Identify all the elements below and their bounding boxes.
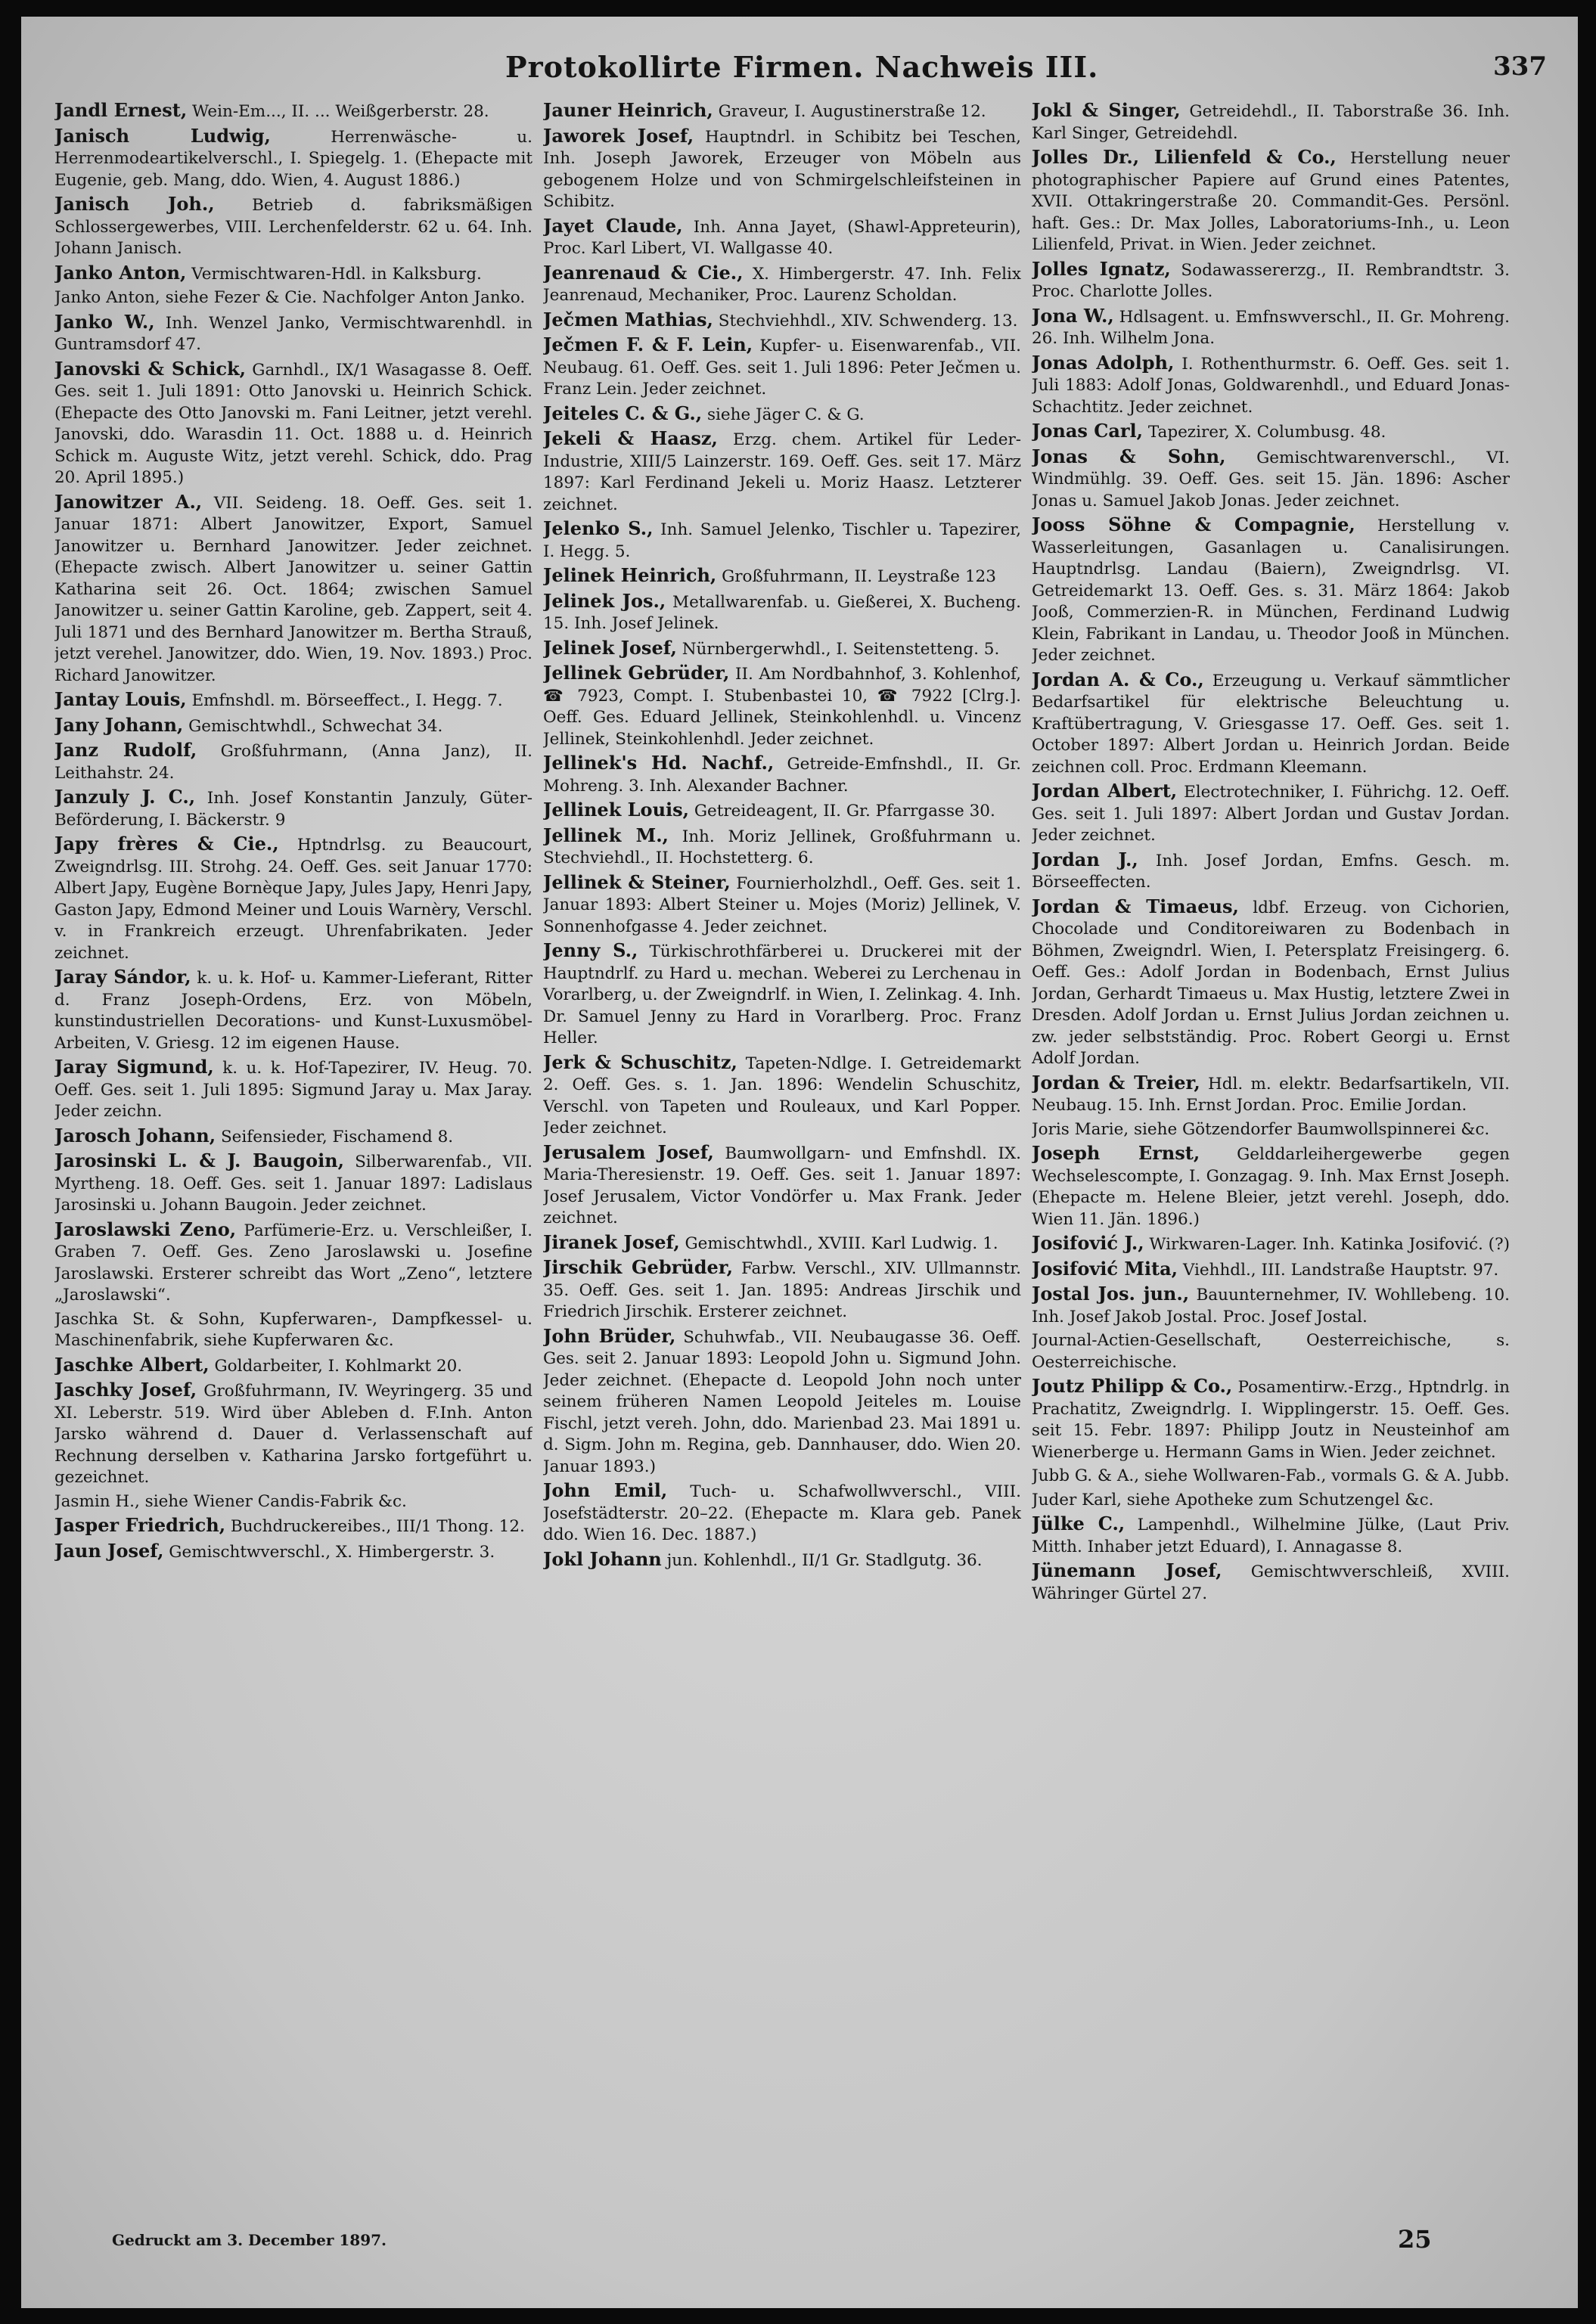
firm-name: Jostal Jos. jun., — [1032, 1283, 1190, 1305]
firm-entry — [1032, 1466, 1510, 1488]
firm-entry — [54, 1354, 533, 1378]
firm-name: Jokl Johann — [543, 1547, 662, 1570]
firm-details: ldbf. Erzeug. von Cichorien, Chocolade und Conditoreiwaren zu Bodenbach in Böhmen, Zweigndrl. Wien, I. Petersplatz Freisingerg. 6. Oeff. Ges.: Adolf Jordan in Bodenbach, Ernst Julius Jordan, Gerhardt Timaeus u. Max Hustig, letztere Zwei in Dresden. Adolf Jordan u. Ernst Julius Jordan zeichnen u. zw. jeder selbstständig. Proc. Robert Georgi u. Ernst Adolf Jordan. — [1032, 898, 1510, 1068]
firm-entry — [543, 591, 1021, 635]
firm-details: Tapeten-Ndlge. I. Getreidemarkt 2. Oeff. Ges. s. 1. Jan. 1896: Wendelin Schuschitz, Verschl. von Tapeten und Rouleaux, und Karl Popper. Jeder zeichnet. — [543, 1053, 1021, 1137]
firm-name: Jarosch Johann, — [54, 1124, 216, 1146]
firm-entry — [1032, 1283, 1510, 1328]
firm-name: John Emil, — [543, 1479, 668, 1501]
firm-entry — [54, 1219, 533, 1307]
firm-entry — [543, 565, 1021, 588]
firm-name: Joutz Philipp & Co., — [1032, 1375, 1233, 1397]
firm-entry — [1032, 1513, 1510, 1558]
firm-entry — [54, 715, 533, 738]
firm-details: Inh. Moriz Jellinek, Großfuhrmann u. Stechviehdl., II. Hochstetterg. 6. — [543, 827, 1021, 867]
firm-entry — [54, 358, 533, 489]
firm-details: Großfuhrmann, IV. Weyringerg. 35 und XI. Leberstr. 519. Wird über Ableben d. F.Inh. Anton Jarsko während d. Dauer d. Verlassenschaft auf Rechnung derselben v. Katharina Jarsko fortgeführt u. gezeichnet. — [54, 1382, 533, 1487]
firm-details: Jubb G. & A., siehe Wollwaren-Fab., vormals G. & A. Jubb. — [1032, 1466, 1510, 1485]
firm-details: jun. Kohlenhdl., II/1 Gr. Stadlgutg. 36. — [661, 1550, 983, 1570]
firm-entry — [1032, 420, 1510, 444]
firm-name: Ječmen F. & F. Lein, — [543, 334, 753, 355]
firm-entry — [1032, 780, 1510, 847]
firm-entry — [54, 100, 533, 123]
firm-name: Janowitzer A., — [54, 490, 203, 513]
firm-name: Janko Anton, — [54, 261, 187, 284]
firm-details: k. u. k. Hof- u. Kammer-Lieferant, Ritter d. Franz Joseph-Ordens, Erz. von Möbeln, kunstindustriellen Decorations- und Kunst-Luxusmöbel-Arbeiten, V. Griesg. 12 im eigenen Hause. — [54, 969, 533, 1053]
directory-page — [21, 17, 1578, 2308]
firm-name: Josifović J., — [1032, 1232, 1144, 1254]
firm-details: Parfümerie-Erz. u. Verschleißer, I. Graben 7. Oeff. Ges. Zeno Jaroslawski u. Josefine Jaroslawski. Ersterer schreibt das Wort „Zeno“, letztere „Jaroslawski“. — [54, 1221, 533, 1305]
firm-details: Bauunternehmer, IV. Wohllebeng. 10. Inh. Josef Jakob Jostal. Proc. Josef Jostal. — [1032, 1286, 1510, 1326]
firm-name: Jerk & Schuschitz, — [543, 1050, 737, 1073]
firm-details: Garnhdl., IX/1 Wasagasse 8. Oeff. Ges. seit 1. Juli 1891: Otto Janovski u. Heinrich Schick. (Ehepacte des Otto Janovski m. Fani Leitner, jetzt verehl. Janovski, ddo. Warasdin 11. Oct. 1888 u. d. Heinrich Schick m. Auguste Witz, jetzt verehl. Schick, ddo. Prag 20. April 1895.) — [54, 360, 533, 487]
firm-entry — [543, 1326, 1021, 1478]
firm-details: X. Himbergerstr. 47. Inh. Felix Jeanrenaud, Mechaniker, Proc. Laurenz Scholdan. — [543, 264, 1021, 305]
firm-name: Jenny S., — [543, 939, 638, 961]
firm-details: Juder Karl, siehe Apotheke zum Schutzengel &c. — [1032, 1490, 1434, 1510]
firm-details: Wein-Em..., II. ... Weißgerberstr. 28. — [187, 102, 489, 121]
firm-details: Herstellung v. Wasserleitungen, Gasanlagen u. Canalisirungen. Hauptndrlsg. Landau (Baiern), Zweigndrlsg. VI. Getreidemarkt 13. Oeff. Ges. s. 31. März 1864: Jakob Jooß, Commerzien-R. in München, Ferdinand Ludwig Klein, Fabrikant in Landau, u. Theodor Jooß in München. Jeder zeichnet. — [1032, 517, 1510, 665]
firm-entry — [1032, 1072, 1510, 1117]
firm-name: Jaray Sándor, — [54, 966, 191, 988]
firm-details: Posamentirw.-Erzg., Hptndrlg. in Prachatitz, Zweigndrlg. I. Wipplingerstr. 15. Oeff. Ges. seit 15. Febr. 1897: Philipp Joutz in Neusteinhof am Wienerberge u. Hermann Gams in Wien. Jeder zeichnet. — [1032, 1378, 1510, 1462]
firm-entry — [54, 492, 533, 687]
firm-name: Jordan J., — [1032, 848, 1138, 870]
firm-name: Jelinek Josef, — [543, 636, 677, 659]
firm-entry — [543, 262, 1021, 307]
firm-name: Jellinek & Steiner, — [543, 870, 731, 893]
firm-entry — [54, 689, 533, 712]
firm-entry — [543, 126, 1021, 213]
firm-details: I. Rothenthurmstr. 6. Oeff. Ges. seit 1. Juli 1883: Adolf Jonas, Goldwarenhdl., und Eduard Jonas-Schachtitz. Jeder zeichnet. — [1032, 354, 1510, 417]
firm-entry — [1032, 259, 1510, 303]
firm-details: Viehhdl., III. Landstraße Hauptstr. 97. — [1178, 1260, 1499, 1280]
firm-name: Josifović Mita, — [1032, 1257, 1178, 1280]
firm-entry — [543, 638, 1021, 661]
firm-entry — [543, 825, 1021, 870]
firm-details: Joris Marie, siehe Götzendorfer Baumwollspinnerei &c. — [1032, 1119, 1490, 1139]
firm-entry — [1032, 849, 1510, 894]
firm-details: k. u. k. Hof-Tapezirer, IV. Heug. 70. Oeff. Ges. seit 1. Juli 1895: Sigmund Jaray u. Max Jaray. Jeder zeichn. — [54, 1059, 533, 1121]
firm-entry — [1032, 1376, 1510, 1463]
firm-name: Jauner Heinrich, — [543, 100, 713, 121]
firm-name: Jayet Claude, — [543, 214, 683, 237]
firm-entry — [54, 1541, 533, 1564]
firm-name: Japy frères & Cie., — [54, 833, 279, 855]
firm-details: Schuhwfab., VII. Neubaugasse 36. Oeff. Ges. seit 2. Januar 1893: Leopold John u. Sigmund John. Jeder zeichnet. (Ehepacte d. Leopold John noch unter seinem früheren Namen Leopold Jeiteles m. Louise Fischl, jetzt vereh. John, ddo. Marienbad 23. Mai 1891 u. d. Sigm. John m. Regina, geb. Dannhauser, ddo. Wien 20. Januar 1893.) — [543, 1327, 1021, 1476]
firm-details: Stechviehhdl., XIV. Schwenderg. 13. — [713, 311, 1018, 330]
firm-details: Farbw. Verschl., XIV. Ullmannstr. 35. Oeff. Ges. seit 1. Jan. 1895: Andreas Jirschik und Friedrich Jirschik. Ersterer zeichnet. — [543, 1259, 1021, 1321]
firm-name: Janko W., — [54, 310, 155, 333]
firm-details: VII. Seideng. 18. Oeff. Ges. seit 1. Januar 1871: Albert Janowitzer, Export, Samuel Janowitzer u. Bernhard Janowitzer. Jeder zeichnet. (Ehepacte zwisch. Albert Janowitzer u. seiner Gattin Katharina seit 26. Oct. 1864; zwischen Samuel Janowitzer u. seiner Gattin Karoline, geb. Zappert, seit 4. Juli 1871 und des Bernhard Janowitzer m. Bertha Strauß, jetzt verehel. Janowitzer, ddo. Wien, 19. Nov. 1893.) Proc. Richard Janowitzer. — [54, 493, 533, 685]
firm-details: Tuch- u. Schafwollwverschl., VIII. Josefstädterstr. 20–22. (Ehepacte m. Klara geb. Panek ddo. Wien 16. Dec. 1887.) — [543, 1482, 1021, 1544]
firm-name: Jaroslawski Zeno, — [54, 1218, 237, 1240]
firm-details: Gemischtwverschl., X. Himbergerstr. 3. — [163, 1542, 495, 1562]
sheet-number: 25 — [1398, 2225, 1432, 2254]
firm-details: Erzg. chem. Artikel für Leder-Industrie, XIII/5 Lainzerstr. 169. Oeff. Ges. seit 17. März 1897: Karl Ferdinand Jekeli u. Moriz Haasz. Letzterer zeichnet. — [543, 430, 1021, 514]
page-title: Protokollirte Firmen. Nachweis III. — [505, 50, 1099, 84]
firm-name: Jirschik Gebrüder, — [543, 1256, 733, 1278]
firm-name: Jeanrenaud & Cie., — [543, 261, 744, 284]
firm-name: Jordan & Treier, — [1032, 1071, 1200, 1094]
firm-entry — [54, 1491, 533, 1513]
firm-entry — [543, 1480, 1021, 1547]
firm-entry — [543, 1052, 1021, 1140]
firm-entry — [543, 872, 1021, 939]
firm-entry — [54, 312, 533, 356]
firm-details: Buchdruckereibes., III/1 Thong. 12. — [225, 1517, 525, 1536]
firm-details: Betrieb d. fabriksmäßigen Schlossergewerbes, VIII. Lerchenfelderstr. 62 u. 64. Inh. Johann Janisch. — [54, 196, 533, 258]
firm-name: Jelinek Jos., — [543, 589, 666, 612]
firm-entry — [54, 262, 533, 286]
firm-name: Jaun Josef, — [54, 1539, 164, 1562]
firm-name: Jonas Carl, — [1032, 420, 1143, 442]
firm-entry — [54, 1150, 533, 1217]
firm-entry — [1032, 1490, 1510, 1512]
firm-entry — [543, 1257, 1021, 1323]
firm-details: Inh. Samuel Jelenko, Tischler u. Tapezirer, I. Hegg. 5. — [543, 520, 1021, 561]
firm-name: Jaworek Josef, — [543, 124, 694, 147]
firm-details: Journal-Actien-Gesellschaft, Oesterreichische, s. Oesterreichische. — [1032, 1331, 1510, 1372]
firm-entry — [543, 662, 1021, 750]
firm-name: John Brüder, — [543, 1324, 676, 1347]
firm-name: Jandl Ernest, — [54, 100, 188, 121]
firm-name: Jelinek Heinrich, — [543, 564, 717, 586]
firm-entry — [54, 126, 533, 192]
firm-entry — [54, 194, 533, 260]
firm-details: Hauptndrl. in Schibitz bei Teschen, Inh. Joseph Jaworek, Erzeuger von Möbeln aus gebogenem Holze und von Schmirgelschleifsteinen in Schibitz. — [543, 127, 1021, 211]
firm-name: Jolles Dr., Lilienfeld & Co., — [1032, 146, 1337, 168]
firm-name: Jiranek Josef, — [543, 1230, 680, 1253]
firm-entry — [1032, 306, 1510, 350]
firm-name: Joseph Ernst, — [1032, 1142, 1200, 1164]
firm-details: Vermischtwaren-Hdl. in Kalksburg. — [186, 264, 482, 284]
firm-name: Janzuly J. C., — [54, 786, 196, 808]
firm-entry — [1032, 514, 1510, 667]
firm-details: Baumwollgarn- und Emfnshdl. IX. Maria-Theresienstr. 19. Oeff. Ges. seit 1. Januar 1897: Josef Jerusalem, Victor Vondörfer u. Max Frank. Jeder zeichnet. — [543, 1143, 1021, 1227]
firm-details: Getreidehdl., II. Taborstraße 36. Inh. Karl Singer, Getreidehdl. — [1032, 102, 1510, 143]
firm-entry — [543, 216, 1021, 260]
firm-name: Jaschke Albert, — [54, 1353, 210, 1376]
firm-name: Janovski & Schick, — [54, 357, 246, 380]
firm-details: Getreideagent, II. Gr. Pfarrgasse 30. — [689, 802, 995, 821]
firm-entry — [54, 287, 533, 309]
firm-entry — [543, 1232, 1021, 1255]
firm-details: Inh. Wenzel Janko, Vermischtwarenhdl. in Guntramsdorf 47. — [54, 313, 533, 354]
firm-details: Gemischtwverschleiß, XVIII. Währinger Gürtel 27. — [1032, 1562, 1510, 1603]
column-right — [1032, 100, 1510, 2172]
firm-details: Metallwarenfab. u. Gießerei, X. Bucheng. 15. Inh. Josef Jelinek. — [543, 592, 1021, 633]
firm-details: Wirkwaren-Lager. Inh. Katinka Josifović. (?) — [1144, 1235, 1510, 1254]
firm-name: Jaschky Josef, — [54, 1379, 197, 1401]
firm-name: Jooss Söhne & Compagnie, — [1032, 514, 1355, 535]
firm-entry — [54, 967, 533, 1054]
firm-entry — [54, 1379, 533, 1489]
firm-name: Jokl & Singer, — [1032, 100, 1181, 121]
firm-name: Jonas Adolph, — [1032, 351, 1175, 374]
firm-entry — [543, 752, 1021, 797]
firm-entry — [54, 787, 533, 831]
firm-entry — [543, 799, 1021, 823]
firm-details: Tapezirer, X. Columbusg. 48. — [1143, 423, 1386, 442]
firm-details: Hdlsagent. u. Emfnswverschl., II. Gr. Mohreng. 26. Inh. Wilhelm Jona. — [1032, 307, 1510, 348]
firm-entry — [1032, 1258, 1510, 1282]
firm-name: Jolles Ignatz, — [1032, 257, 1171, 280]
column-left — [54, 100, 533, 2172]
firm-name: Jellinek's Hd. Nachf., — [543, 752, 775, 774]
firm-name: Janz Rudolf, — [54, 739, 197, 761]
firm-entry — [1032, 896, 1510, 1070]
firm-details: Herrenwäsche- u. Herrenmodeartikelverschl., I. Spiegelg. 1. (Ehepacte mit Eugenie, geb. Mang, ddo. Wien, 4. August 1886.) — [54, 127, 533, 190]
firm-name: Ječmen Mathias, — [543, 308, 713, 330]
firm-entry — [1032, 1330, 1510, 1373]
firm-details: Türkischrothfärberei u. Druckerei mit der Hauptndrlf. zu Hard u. mechan. Weberei zu Lerchenau in Vorarlberg, u. der Zweigndrlf. in Wien, I. Zelinkag. 4. Inh. Dr. Samuel Jenny zu Hard in Vorarlberg. Proc. Franz Heller. — [543, 942, 1021, 1047]
firm-details: Erzeugung u. Verkauf sämmtlicher Bedarfsartikel für elektrische Beleuchtung u. Kraftübertragung, V. Griesgasse 17. Oeff. Ges. seit 1. October 1897: Albert Jordan u. Heinrich Jordan. Beide zeichnen coll. Proc. Erdmann Kleemann. — [1032, 671, 1510, 777]
firm-name: Jellinek M., — [543, 824, 669, 846]
firm-details: Hptndrlsg. zu Beaucourt, Zweigndrlsg. III. Strohg. 24. Oeff. Ges. seit Januar 1770: Albert Japy, Eugène Bornèque Japy, Jules Japy, Henri Japy, Gaston Japy, Edmond Meiner und Louis Warnèry, Verschl. v. in Frankreich erzeugt. Uhrenfabrikaten. Jeder zeichnet. — [54, 836, 533, 963]
firm-name: Jonas & Sohn, — [1032, 445, 1226, 467]
firm-details: Goldarbeiter, I. Kohlmarkt 20. — [209, 1356, 463, 1376]
firm-details: siehe Jäger C. & G. — [702, 405, 865, 424]
firm-entry — [54, 833, 533, 964]
firm-entry — [543, 1549, 1021, 1572]
firm-details: Lampenhdl., Wilhelmine Jülke, (Laut Priv. Mitth. Inhaber jetzt Eduard), I. Annagasse 8. — [1032, 1516, 1510, 1556]
firm-details: Sodawassererzg., II. Rembrandtstr. 3. Proc. Charlotte Jolles. — [1032, 260, 1510, 301]
firm-name: Jordan & Timaeus, — [1032, 895, 1239, 917]
firm-details: Electrotechniker, I. Führichg. 12. Oeff. Ges. seit 1. Juli 1897: Albert Jordan und Gustav Jordan. Jeder zeichnet. — [1032, 783, 1510, 845]
firm-details: Kupfer- u. Eisenwarenfab., VII. Neubaug. 61. Oeff. Ges. seit 1. Juli 1896: Peter Ječmen u. Franz Lein. Jeder zeichnet. — [543, 337, 1021, 399]
firm-entry — [543, 100, 1021, 123]
firm-entry — [543, 309, 1021, 333]
firm-entry — [1032, 147, 1510, 256]
firm-name: Jellinek Louis, — [543, 799, 689, 821]
firm-details: Emfnshdl. m. Börseeffect., I. Hegg. 7. — [186, 691, 503, 710]
firm-details: Inh. Anna Jayet, (Shawl-Appreteurin), Proc. Karl Libert, VI. Wallgasse 40. — [543, 217, 1021, 258]
firm-entry — [1032, 1560, 1510, 1605]
firm-name: Jekeli & Haasz, — [543, 427, 718, 449]
firm-entry — [543, 334, 1021, 401]
firm-name: Janisch Joh., — [54, 193, 215, 215]
firm-entry — [543, 940, 1021, 1050]
firm-entry — [1032, 669, 1510, 779]
firm-entry — [1032, 446, 1510, 513]
firm-entry — [54, 1515, 533, 1538]
firm-details: Großfuhrmann, II. Leystraße 123 — [716, 567, 996, 586]
firm-details: II. Am Nordbahnhof, 3. Kohlenhof, ☎ 7923, Compt. I. Stubenbastei 10, ☎ 7922 [Clrg.]. Oeff. Ges. Eduard Jellinek, Steinkohlenhdl. u. Vincenz Jellinek, Steinkohlenhdl. Jeder zeichnet. — [543, 665, 1021, 749]
firm-details: Großfuhrmann, (Anna Janz), II. Leithahstr. 24. — [54, 742, 533, 783]
firm-entry — [1032, 352, 1510, 419]
firm-details: Getreide-Emfnshdl., II. Gr. Mohreng. 3. Inh. Alexander Bachner. — [543, 755, 1021, 796]
firm-name: Jaray Sigmund, — [54, 1056, 214, 1078]
firm-details: Janko Anton, siehe Fezer & Cie. Nachfolger Anton Janko. — [54, 288, 526, 307]
firm-details: Gemischtwhdl., Schwechat 34. — [183, 716, 443, 736]
firm-name: Jordan Albert, — [1032, 780, 1178, 802]
firm-name: Jordan A. & Co., — [1032, 668, 1204, 690]
firm-name: Jarosinski L. & J. Baugoin, — [54, 1150, 344, 1171]
firm-entry — [543, 403, 1021, 427]
firm-entry — [54, 1125, 533, 1149]
firm-name: Jellinek Gebrüder, — [543, 662, 730, 684]
firm-name: Jasper Friedrich, — [54, 1514, 226, 1536]
firm-details: Seifensieder, Fischamend 8. — [216, 1127, 454, 1146]
firm-entry — [54, 1057, 533, 1123]
firm-entry — [1032, 1119, 1510, 1141]
firm-name: Jerusalem Josef, — [543, 1140, 714, 1163]
firm-details: Fournierholzhdl., Oeff. Ges. seit 1. Januar 1893: Albert Steiner u. Mojes (Moriz) Jellinek, V. Sonnenhofgasse 4. Jeder zeichnet. — [543, 873, 1021, 936]
firm-details: Jaschka St. & Sohn, Kupferwaren-, Dampfkessel- u. Maschinenfabrik, siehe Kupferwaren &c. — [54, 1309, 533, 1350]
firm-details: Silberwarenfab., VII. Myrtheng. 18. Oeff. Ges. seit 1. Januar 1897: Ladislaus Jarosinski u. Johann Baugoin. Jeder zeichnet. — [54, 1153, 533, 1215]
page-number: 337 — [1493, 51, 1547, 82]
firm-entry — [543, 1142, 1021, 1230]
firm-details: Inh. Josef Jordan, Emfns. Gesch. m. Börseeffecten. — [1032, 851, 1510, 892]
firm-entry — [54, 740, 533, 784]
firm-entry — [1032, 100, 1510, 144]
firm-name: Jantay Louis, — [54, 688, 187, 710]
firm-entry — [543, 428, 1021, 516]
print-date: Gedruckt am 3. December 1897. — [112, 2231, 387, 2249]
firm-details: Gemischtwhdl., XVIII. Karl Ludwig. 1. — [679, 1233, 998, 1253]
firm-details: Graveur, I. Augustinerstraße 12. — [713, 102, 986, 121]
firm-details: Gemischtwarenverschl., VI. Windmühlg. 39. Oeff. Ges. seit 15. Jän. 1896: Ascher Jonas u. Samuel Jakob Jonas. Jeder zeichnet. — [1032, 448, 1510, 510]
column-middle — [543, 100, 1021, 2172]
firm-name: Jany Johann, — [54, 713, 184, 736]
firm-name: Jona W., — [1032, 304, 1114, 327]
firm-details: Gelddarleihergewerbe gegen Wechselescompte, I. Gonzagag. 9. Inh. Max Ernst Joseph. (Ehepacte m. Helene Bleier, jetzt verehl. Joseph, ddo. Wien 11. Jän. 1896.) — [1032, 1145, 1510, 1229]
firm-details: Jasmin H., siehe Wiener Candis-Fabrik &c. — [54, 1491, 407, 1511]
firm-details: Hdl. m. elektr. Bedarfsartikeln, VII. Neubaug. 15. Inh. Ernst Jordan. Proc. Emilie Jordan. — [1032, 1074, 1510, 1115]
firm-name: Jünemann Josef, — [1032, 1559, 1222, 1581]
firm-name: Jeiteles C. & G., — [543, 402, 703, 424]
firm-entry — [1032, 1143, 1510, 1230]
firm-name: Janisch Ludwig, — [54, 124, 271, 147]
firm-entry — [54, 1309, 533, 1352]
firm-entry — [1032, 1233, 1510, 1256]
firm-details: Herstellung neuer photographischer Papiere auf Grund eines Patentes, XVII. Ottakringerstraße 20. Commandit-Ges. Persönl. haft. Ges.: Dr. Max Jolles, Laboratoriums-Inh., u. Leon Lilienfeld, Privat. in Wien. Jeder zeichnet. — [1032, 149, 1510, 254]
firm-name: Jülke C., — [1032, 1513, 1126, 1534]
firm-entry — [543, 518, 1021, 563]
firm-name: Jelenko S., — [543, 517, 654, 539]
firm-details: Nürnbergerwhdl., I. Seitenstetteng. 5. — [676, 639, 1000, 659]
firm-details: Inh. Josef Konstantin Janzuly, Güter-Beförderung, I. Bäckerstr. 9 — [54, 789, 533, 830]
